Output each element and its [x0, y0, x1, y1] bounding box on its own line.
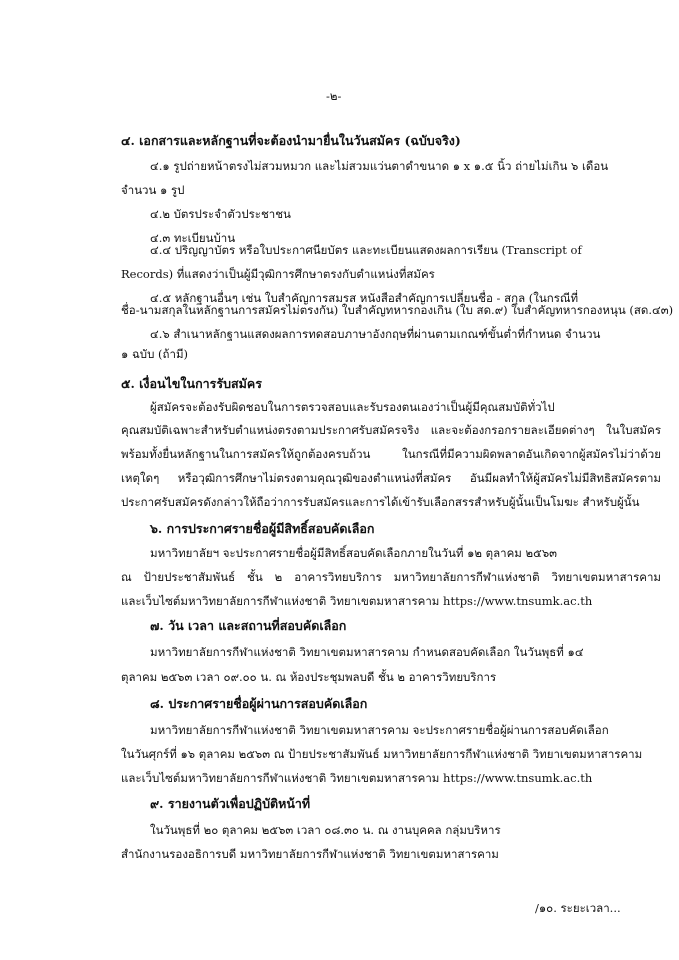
section-7-line-2: ตุลาคม ๒๕๖๓ เวลา ๐๙.๐๐ น. ณ ห้องประชุมพลบดี ชั้น ๒ อาคารวิทยบริการ [121, 670, 497, 684]
section-4-item-2: ๔.๒ บัตรประจำตัวประชาชน [150, 207, 291, 221]
section-8-line-2: ในวันศุกร์ที่ ๑๖ ตุลาคม ๒๕๖๓ ณ ป้ายประชาสัมพันธ์ มหาวิทยาลัยการกีฬาแห่งชาติ วิทยาเขตมหาสารคาม [121, 747, 643, 761]
section-8-line-3: และเว็บไซต์มหาวิทยาลัยการกีฬาแห่งชาติ วิทยาเขตมหาสารคาม https://www.tnsumk.ac.th [121, 771, 593, 785]
section-4-item-3: ๔.๓ ทะเบียนบ้าน [150, 231, 236, 245]
page-number: -๒- [326, 89, 342, 103]
section-8-heading: ๘. ประกาศรายชื่อผู้ผ่านการสอบคัดเลือก [150, 696, 368, 711]
section-5-line-1: ผู้สมัครจะต้องรับผิดชอบในการตรวจสอบและรับรองตนเองว่าเป็นผู้มีคุณสมบัติทั่วไป [150, 400, 555, 414]
section-5-line-5: ประกาศรับสมัครดังกล่าวให้ถือว่าการรับสมัครและการได้เข้ารับเลือกสรรสำหรับผู้นั้นเป็นโมฆะ สำหรับผู้นั้น [121, 495, 640, 509]
section-5-heading: ๕. เงื่อนไขในการรับสมัคร [121, 376, 262, 391]
section-5-line-4: เหตุใดๆ หรือวุฒิการศึกษาไม่ตรงตามคุณวุฒิของตำแหน่งที่สมัคร อันมีผลทำให้ผู้สมัครไม่มีสิทธิสมัครตาม [121, 471, 661, 485]
section-4-heading: ๔. เอกสารและหลักฐานที่จะต้องนำมายื่นในวันสมัคร (ฉบับจริง) [121, 133, 461, 148]
section-6-heading: ๖. การประกาศรายชื่อผู้มีสิทธิ์สอบคัดเลือก [150, 521, 375, 536]
section-5-line-2: คุณสมบัติเฉพาะสำหรับตำแหน่งตรงตามประกาศรับสมัครจริง และจะต้องกรอกรายละเอียดต่างๆ ในใบสมัคร [121, 423, 661, 437]
section-9-line-2: สำนักงานรองอธิการบดี มหาวิทยาลัยการกีฬาแห่งชาติ วิทยาเขตมหาสารคาม [121, 847, 499, 861]
section-4-item-6-line-1: ๔.๖ สำเนาหลักฐานแสดงผลการทดสอบภาษาอังกฤษที่ผ่านตามเกณฑ์ขั้นต่ำที่กำหนด จำนวน [150, 327, 601, 341]
section-7-heading: ๗. วัน เวลา และสถานที่สอบคัดเลือก [150, 618, 347, 633]
section-4-item-5-line-1: ๔.๕ หลักฐานอื่นๆ เช่น ใบสำคัญการสมรส หนังสือสำคัญการเปลี่ยนชื่อ - สกุล (ในกรณีที่ [150, 291, 579, 305]
section-6-line-3: และเว็บไซต์มหาวิทยาลัยการกีฬาแห่งชาติ วิทยาเขตมหาสารคาม https://www.tnsumk.ac.th [121, 594, 593, 608]
section-4-item-4-line-2: Records) ที่แสดงว่าเป็นผู้มีวุฒิการศึกษาตรงกับตำแหน่งที่สมัคร [121, 267, 435, 281]
section-5-line-3: พร้อมทั้งยื่นหลักฐานในการสมัครให้ถูกต้องครบถ้วน ในกรณีที่มีความผิดพลาดอันเกิดจากผู้สมัครไม่ว่าด้วย [121, 447, 661, 461]
continuation-note: /๑๐. ระยะเวลา... [535, 901, 621, 915]
section-4-item-5-line-2: ชื่อ-นามสกุลในหลักฐานการสมัครไม่ตรงกัน) ใบสำคัญทหารกองเกิน (ใบ สด.๙) ใบสำคัญทหารกองหนุน (สด.๔๓) [121, 303, 674, 317]
section-4-item-4-line-1: ๔.๔ ปริญญาบัตร หรือใบประกาศนียบัตร และทะเบียนแสดงผลการเรียน (Transcript of [150, 243, 582, 257]
section-9-line-1: ในวันพุธที่ ๒๐ ตุลาคม ๒๕๖๓ เวลา ๐๘.๓๐ น. ณ งานบุคคล กลุ่มบริหาร [150, 823, 501, 837]
section-6-line-2: ณ ป้ายประชาสัมพันธ์ ชั้น ๒ อาคารวิทยบริการ มหาวิทยาลัยการกีฬาแห่งชาติ วิทยาเขตมหาสารคาม [121, 570, 661, 584]
section-4-item-1-line-2: จำนวน ๑ รูป [121, 183, 185, 197]
section-6-line-1: มหาวิทยาลัยฯ จะประกาศรายชื่อผู้มีสิทธิ์สอบคัดเลือกภายในวันที่ ๑๒ ตุลาคม ๒๕๖๓ [150, 546, 557, 560]
section-7-line-1: มหาวิทยาลัยการกีฬาแห่งชาติ วิทยาเขตมหาสารคาม กำหนดสอบคัดเลือก ในวันพุธที่ ๑๔ [150, 645, 584, 659]
section-4-item-1-line-1: ๔.๑ รูปถ่ายหน้าตรงไม่สวมหมวก และไม่สวมแว่นตาดำขนาด ๑ x ๑.๕ นิ้ว ถ่ายไม่เกิน ๖ เดือน [150, 159, 609, 173]
section-4-item-6-line-2: ๑ ฉบับ (ถ้ามี) [121, 347, 189, 361]
section-8-line-1: มหาวิทยาลัยการกีฬาแห่งชาติ วิทยาเขตมหาสารคาม จะประกาศรายชื่อผู้ผ่านการสอบคัดเลือก [150, 723, 609, 737]
section-9-heading: ๙. รายงานตัวเพื่อปฏิบัติหน้าที่ [150, 796, 311, 811]
